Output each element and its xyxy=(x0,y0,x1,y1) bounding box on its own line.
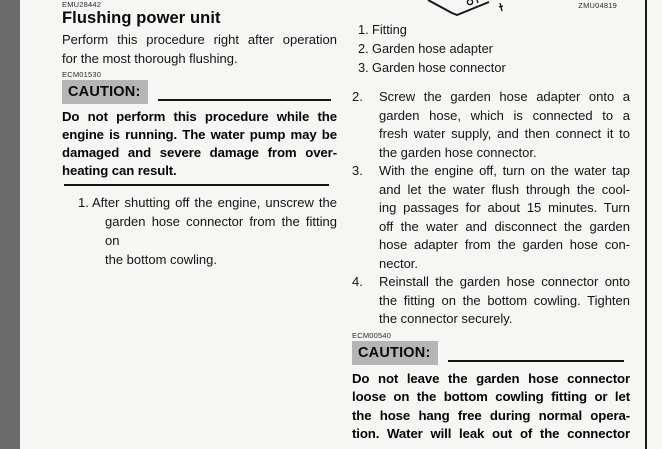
figure-fragment xyxy=(352,0,630,18)
step-number: 1. xyxy=(78,195,89,210)
caution-header-left xyxy=(62,80,337,104)
section-title: Flushing power unit xyxy=(62,9,221,27)
step-text: With the engine off, turn on the water tap and let the water flush through the cool- ing passages for about 15 minutes. Turn off the water and disconnect the garden hose adapter from the garden hose con- nector. xyxy=(379,163,630,271)
legend-label: Fitting xyxy=(372,22,407,37)
figure-code: ZMU04819 xyxy=(578,1,617,10)
left-column xyxy=(62,0,337,269)
caution-text-right: Do not leave the garden hose connector loose on the bottom cowling fitting or let the hose hang free during normal opera- tion. Water will leak out of the connector xyxy=(352,370,630,441)
step-text: After shutting off the engine, unscrew the garden hose connector from the fitting on the bottom cowling. xyxy=(92,195,337,267)
step-number: 2. xyxy=(352,89,363,104)
procedure-steps xyxy=(352,88,630,329)
step-item-4 xyxy=(352,273,630,329)
step-item-3 xyxy=(352,162,630,273)
step-text: Reinstall the garden hose connector onto the fitting on the bottom cowling. Tighten the connector securely. xyxy=(379,274,630,326)
step-item-2 xyxy=(352,88,630,162)
legend-number: 1. xyxy=(358,22,369,37)
caution-label: CAUTION: xyxy=(352,341,438,365)
figure-legend xyxy=(352,20,630,77)
legend-number: 2. xyxy=(358,41,369,56)
caution-header-rule xyxy=(448,341,624,362)
caution-header-rule xyxy=(158,80,331,101)
page-left-gutter xyxy=(0,0,20,449)
legend-item xyxy=(352,58,630,77)
right-column xyxy=(352,0,630,444)
legend-number: 3. xyxy=(358,60,369,75)
caution-label: CAUTION: xyxy=(62,80,148,104)
step-item-1 xyxy=(62,193,337,269)
caution-header-right xyxy=(352,341,630,365)
legend-label: Garden hose connector xyxy=(372,60,506,75)
caution-end-rule xyxy=(64,184,329,186)
caution-code-left: ECM01530 xyxy=(62,70,102,79)
step-number: 3. xyxy=(352,163,363,178)
caution-block-right xyxy=(352,331,630,444)
caution-text-left: Do not perform this procedure while the engine is running. The water pump may be damaged and severe damage from over- heating can result. xyxy=(62,109,337,178)
step-number: 4. xyxy=(352,274,363,289)
section-code: EMU28442 xyxy=(62,0,102,9)
legend-item xyxy=(352,39,630,58)
page-right-border xyxy=(645,0,647,449)
caution-code-right: ECM00540 xyxy=(352,330,392,340)
legend-item xyxy=(352,20,630,39)
intro-paragraph: Perform this procedure right after operation for the most thorough flushing. xyxy=(62,32,337,66)
line-art-illustration-fragment-icon xyxy=(420,0,580,18)
step-text: Screw the garden hose adapter onto a garden hose, which is connected to a fresh water supply, and then connect it to the garden hose connector. xyxy=(379,89,630,160)
legend-label: Garden hose adapter xyxy=(372,41,493,56)
